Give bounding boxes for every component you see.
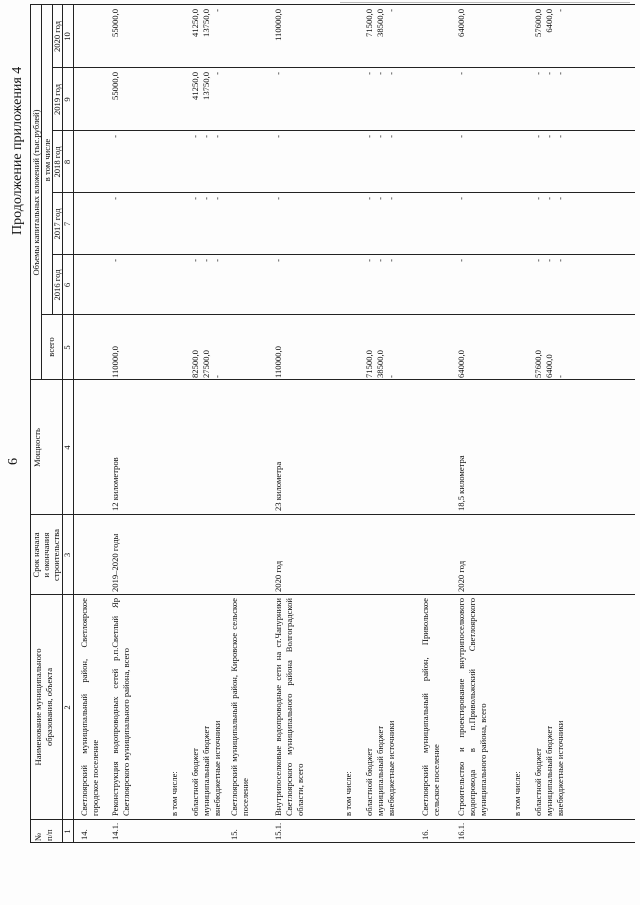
row-y2016: -: [456, 259, 466, 262]
row-name: в том числе:: [343, 771, 353, 816]
column-number-9: 9: [62, 97, 72, 102]
year-header-1: 2016 год: [52, 269, 62, 301]
row-y2019: 41250,0 13750,0 -: [190, 72, 222, 100]
year-header-3: 2018 год: [52, 146, 62, 178]
row-y2017: -: [273, 197, 283, 200]
col-line-2: [30, 594, 635, 595]
row-y2020: 71500,0 38500,0 -: [364, 9, 396, 37]
column-number-6: 6: [62, 282, 72, 288]
row-power: 18,5 километра: [456, 455, 466, 511]
col-line-4: [30, 379, 635, 380]
row-y2017: - - -: [533, 197, 565, 200]
col-line-3: [30, 514, 635, 515]
row-name: Светлоярский муниципальный район, Привольское сельское поселение: [420, 598, 441, 816]
column-number-3: 3: [62, 552, 72, 558]
column-number-4: 4: [62, 445, 72, 450]
row-name: в том числе:: [169, 771, 179, 816]
row-y2020: 57600,0 6400,0 -: [533, 9, 565, 37]
row-y2019: - - -: [533, 72, 565, 75]
row-total: 57600,0 6400,0 -: [533, 350, 565, 378]
header-power: Мощность: [32, 428, 42, 467]
row-term: 2019–2020 годы: [110, 533, 120, 592]
row-y2020: 110000,0: [273, 9, 283, 41]
column-number-2: 2: [62, 705, 72, 710]
row-y2019: -: [273, 72, 283, 75]
row-power: 12 километров: [110, 457, 120, 511]
row-number: 14.: [79, 829, 89, 840]
col-line-10: [30, 4, 635, 5]
row-name: областной бюджет муниципальный бюджет внебюджетные источники: [190, 720, 222, 816]
row-y2017: - - -: [364, 197, 396, 200]
row-total: 82500,0 27500,0 -: [190, 350, 222, 378]
row-name: в том числе:: [512, 771, 522, 816]
col-line-5: [41, 314, 635, 315]
row-y2016: - - -: [364, 259, 396, 262]
row-y2018: - - -: [533, 135, 565, 138]
column-number-1: 1: [62, 829, 72, 834]
year-header-2: 2017 год: [52, 208, 62, 240]
row-y2020: 64000,0: [456, 9, 466, 37]
column-number-5: 5: [62, 345, 72, 350]
row-number: 16.1.: [456, 822, 466, 840]
row-y2016: - - -: [533, 259, 565, 262]
row-name: Внутрипоселковые водопроводные сети на ст.Чапурники Светлоярского муниципального района Волгоградской области, всего: [273, 598, 305, 816]
row-total: 110000,0: [273, 346, 283, 378]
col-line-9: [52, 67, 635, 68]
col-line-7: [52, 192, 635, 193]
row-y2017: - - -: [190, 197, 222, 200]
column-number-10: 10: [62, 32, 72, 41]
header-name: Наименование муниципального образования, объекта: [33, 648, 54, 766]
row-total: 71500,0 38500,0 -: [364, 350, 396, 378]
page-number: 6: [6, 458, 21, 465]
row-y2018: - - -: [190, 135, 222, 138]
row-name: Светлоярский муниципальный район, Светлоярское городское поселение: [79, 598, 100, 816]
year-header-4: 2019 год: [52, 83, 62, 116]
col-line-6: [52, 254, 635, 255]
row-y2018: - - -: [364, 135, 396, 138]
column-number-7: 7: [62, 221, 72, 227]
header-term: Срок начала и окончания строительства: [31, 529, 61, 581]
row-number: 16.: [420, 829, 430, 840]
row-power: 23 километра: [273, 461, 283, 511]
row-y2016: - - -: [190, 259, 222, 262]
col-line-0: [30, 842, 635, 843]
row-y2017: -: [110, 197, 120, 200]
header-volumes: Объемы капитальных вложений (тыс.рублей): [31, 109, 41, 276]
row-name: Строительство и проектирование внутрипоселкового водопровода в п.Привольжский Светлоярского муниципального района, всего: [456, 598, 488, 816]
row-y2020: 55000,0: [110, 9, 120, 37]
row-total: 110000,0: [110, 346, 120, 378]
header-total: всего: [46, 337, 56, 357]
header-including: в том числе: [42, 138, 52, 182]
row-number: 15.: [229, 829, 239, 840]
row-y2017: -: [456, 197, 466, 200]
column-number-8: 8: [62, 159, 72, 165]
row-y2019: 55000,0: [110, 72, 120, 100]
row-name: областной бюджет муниципальный бюджет внебюджетные источники: [533, 720, 565, 816]
continuation-title: Продолжение приложения 4: [10, 66, 25, 235]
row-number: 14.1.: [110, 822, 120, 840]
row-name: Светлоярский муниципальный район, Кировское сельское поселение: [229, 598, 250, 816]
row-y2019: -: [456, 72, 466, 75]
header-number: № п/п: [33, 829, 54, 841]
col-line-8: [52, 130, 635, 131]
row-number: 15.1.: [273, 822, 283, 840]
row-y2018: -: [110, 135, 120, 138]
row-name: областной бюджет муниципальный бюджет внебюджетные источники: [364, 720, 396, 816]
row-y2016: -: [273, 259, 283, 262]
row-y2018: -: [273, 135, 283, 138]
row-y2018: -: [456, 135, 466, 138]
row-y2016: -: [110, 259, 120, 262]
row-name: Реконструкция водопроводных сетей р.п.Светлый Яр Светлоярского муниципального района, всего: [110, 598, 131, 816]
row-total: 64000,0: [456, 350, 466, 378]
row-term: 2020 год: [273, 560, 283, 592]
row-y2019: - - -: [364, 72, 396, 75]
row-y2020: 41250,0 13750,0 -: [190, 9, 222, 37]
row-term: 2020 год: [456, 560, 466, 592]
year-header-5: 2020 год: [52, 20, 62, 53]
